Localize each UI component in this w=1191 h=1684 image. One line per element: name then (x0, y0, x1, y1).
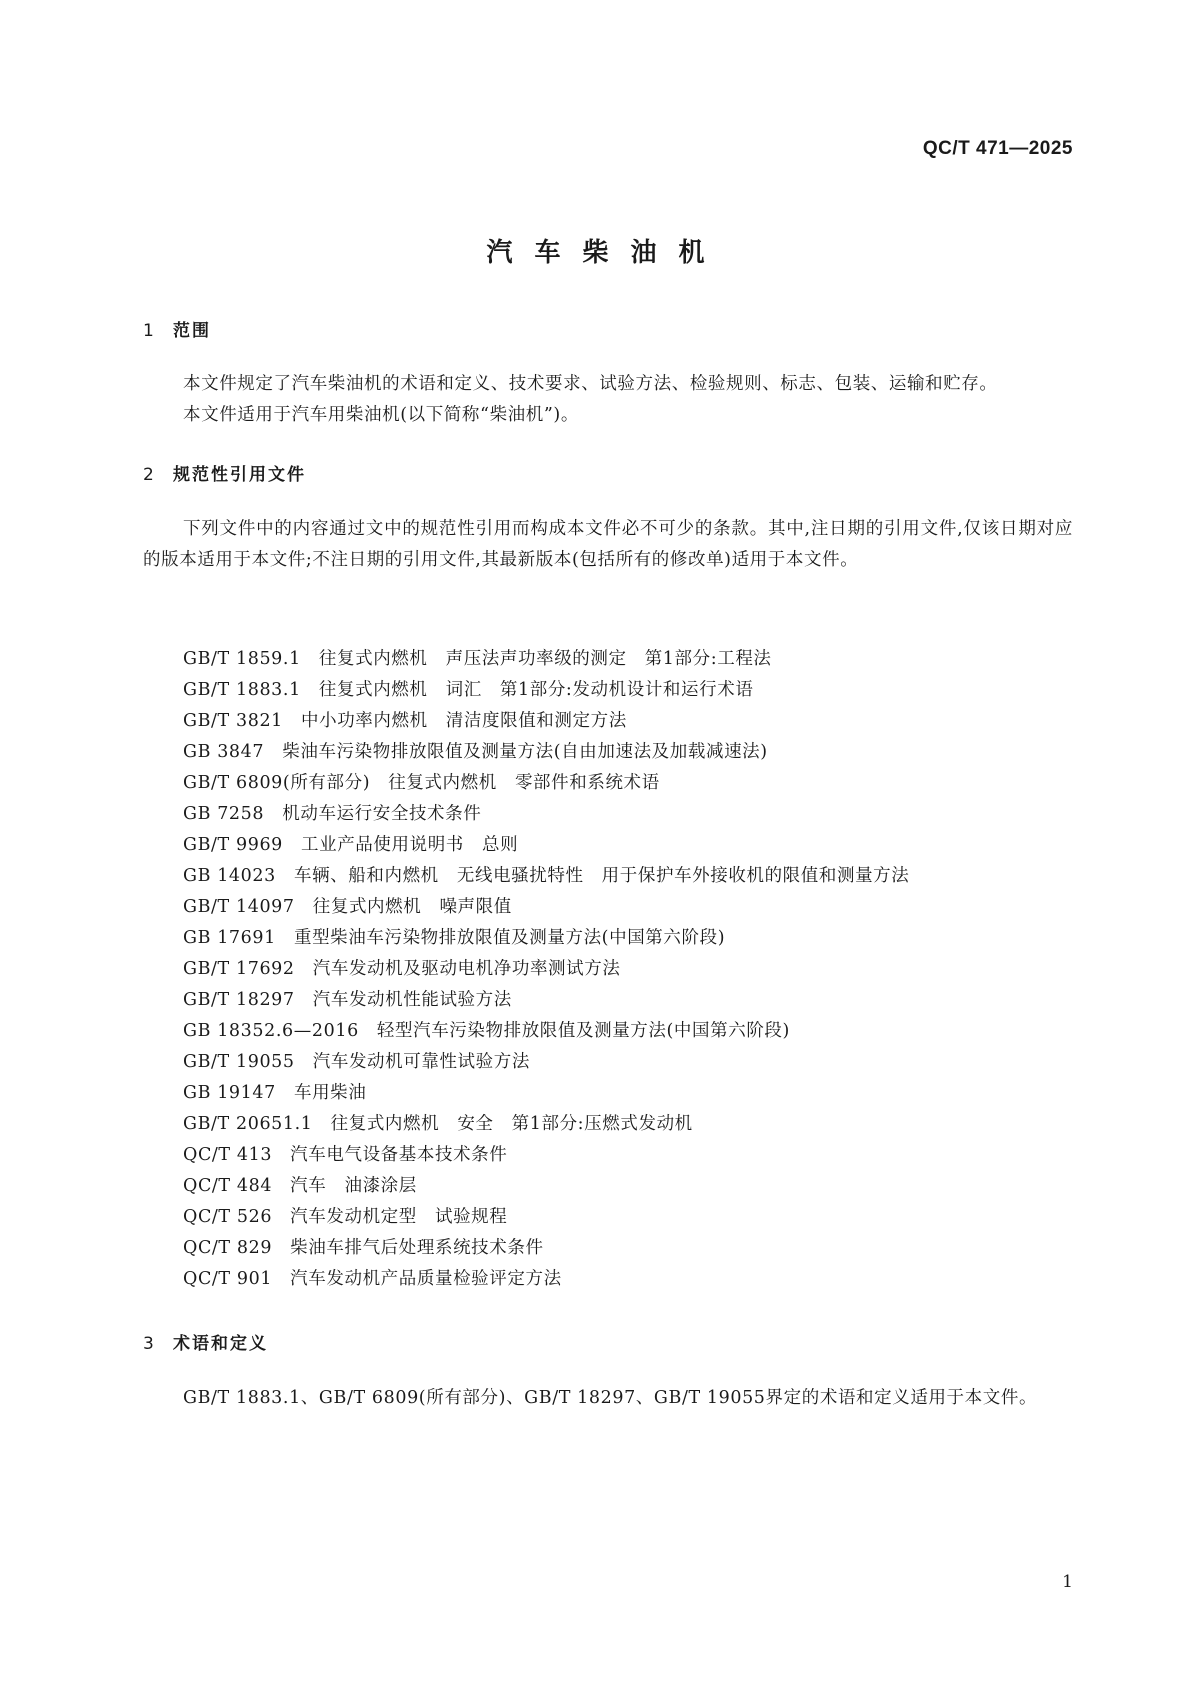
reference-item: QC/T 829 柴油车排气后处理系统技术条件 (183, 1238, 544, 1258)
reference-item: GB/T 19055 汽车发动机可靠性试验方法 (183, 1052, 530, 1072)
reference-item: GB 14023 车辆、船和内燃机 无线电骚扰特性 用于保护车外接收机的限值和测量方法 (183, 866, 910, 886)
reference-item: GB 18352.6—2016 轻型汽车污染物排放限值及测量方法(中国第六阶段) (183, 1021, 790, 1041)
section-2-heading (143, 460, 306, 485)
reference-item: GB/T 1859.1 往复式内燃机 声压法声功率级的测定 第1部分:工程法 (183, 649, 772, 669)
document-title: 汽车柴油机 (486, 238, 727, 268)
section-number: 2 (143, 465, 154, 485)
reference-item: GB/T 14097 往复式内燃机 噪声限值 (183, 897, 512, 917)
section-number: 3 (143, 1334, 154, 1354)
section-title: 术语和定义 (173, 1334, 268, 1354)
reference-item: GB 7258 机动车运行安全技术条件 (183, 804, 482, 824)
reference-item: GB 19147 车用柴油 (183, 1083, 367, 1103)
reference-item: QC/T 484 汽车 油漆涂层 (183, 1176, 417, 1196)
section-title: 规范性引用文件 (173, 465, 306, 485)
reference-item: GB/T 9969 工业产品使用说明书 总则 (183, 835, 519, 855)
reference-item: GB 17691 重型柴油车污染物排放限值及测量方法(中国第六阶段) (183, 928, 726, 948)
reference-item: GB/T 6809(所有部分) 往复式内燃机 零部件和系统术语 (183, 773, 660, 793)
reference-item: GB/T 1883.1 往复式内燃机 词汇 第1部分:发动机设计和运行术语 (183, 680, 754, 700)
section-number: 1 (143, 321, 154, 341)
reference-item: QC/T 413 汽车电气设备基本技术条件 (183, 1145, 508, 1165)
section-1-paragraph-1: 本文件规定了汽车柴油机的术语和定义、技术要求、试验方法、检验规则、标志、包装、运输和贮存。 (183, 374, 998, 394)
reference-item: GB/T 3821 中小功率内燃机 清洁度限值和测定方法 (183, 711, 627, 731)
reference-item: GB/T 20651.1 往复式内燃机 安全 第1部分:压燃式发动机 (183, 1114, 693, 1134)
section-title: 范围 (173, 321, 211, 341)
reference-item: GB 3847 柴油车污染物排放限值及测量方法(自由加速法及加载减速法) (183, 742, 768, 762)
section-3-paragraph-1: GB/T 1883.1、GB/T 6809(所有部分)、GB/T 18297、GB/T 19055界定的术语和定义适用于本文件。 (183, 1388, 1038, 1408)
section-1-heading (143, 316, 211, 341)
normative-references-list (183, 644, 909, 1295)
section-3-heading (143, 1329, 268, 1354)
reference-item: QC/T 901 汽车发动机产品质量检验评定方法 (183, 1269, 562, 1289)
reference-item: GB/T 18297 汽车发动机性能试验方法 (183, 990, 512, 1010)
reference-item: GB/T 17692 汽车发动机及驱动电机净功率测试方法 (183, 959, 621, 979)
section-2-paragraph-1: 下列文件中的内容通过文中的规范性引用而构成本文件必不可少的条款。其中,注日期的引用文件,仅该日期对应的版本适用于本文件;不注日期的引用文件,其最新版本(包括所有的修改单)适用于本文件。 (143, 519, 1073, 570)
reference-item: QC/T 526 汽车发动机定型 试验规程 (183, 1207, 508, 1227)
section-1-paragraph-2: 本文件适用于汽车用柴油机(以下简称“柴油机”)。 (183, 405, 579, 425)
page-number: 1 (1062, 1572, 1073, 1592)
standard-code: QC/T 471—2025 (922, 138, 1073, 159)
